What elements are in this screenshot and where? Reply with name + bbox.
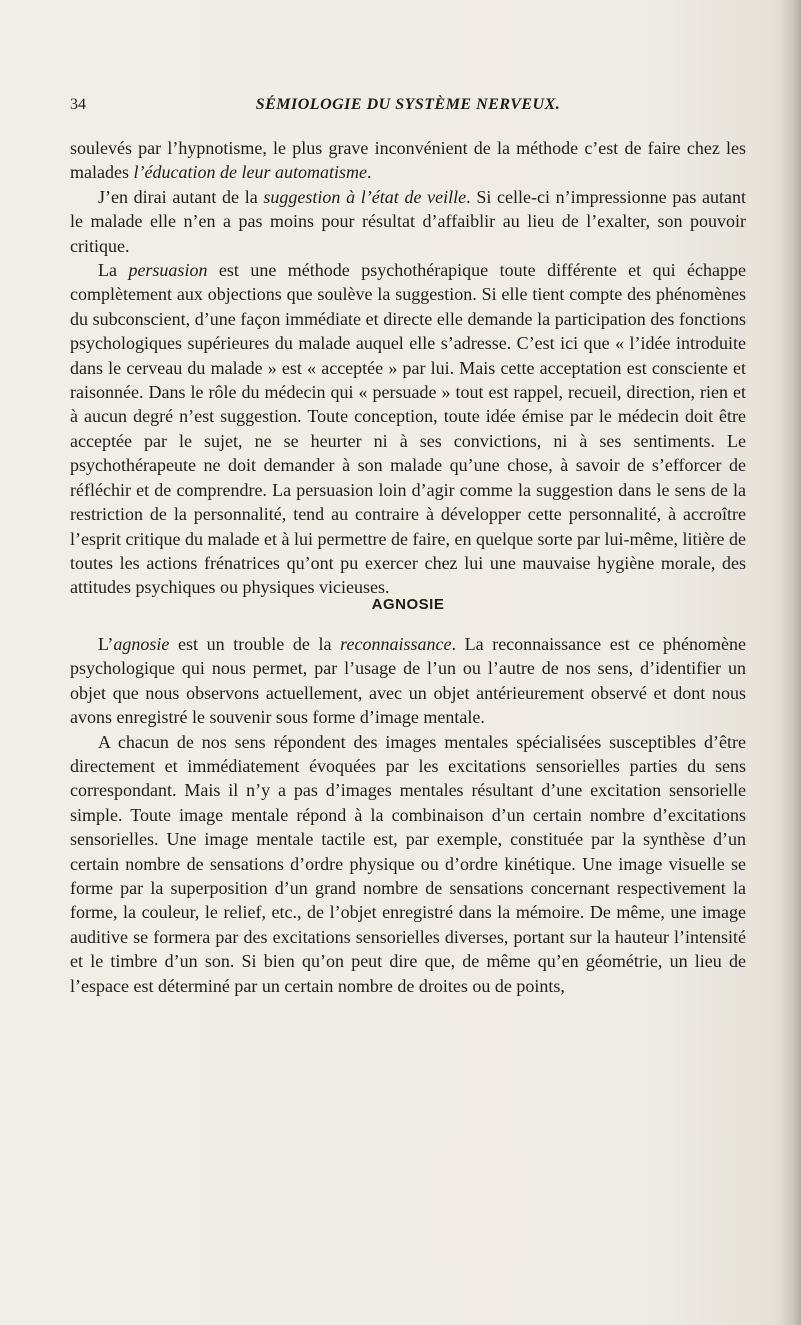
italic-term: suggestion à l’état de veille xyxy=(263,186,467,207)
text-run: La xyxy=(98,260,129,281)
paragraph: A chacun de nos sens répondent des images mentales spécialisées susceptibles d’être directement et immédiatement évoquées par les excitations sensorielles parties du sens correspondant. Mais il n’y a pas d’images mentales résultant d’une excitation sensorielle simple. Toute image mentale répond à la combinaison d’un certain nombre d’excitations sensorielles. Une image mentale tactile est, par exemple, constituée par la synthèse d’un certain nombre de sensations d’ordre physique ou d’ordre kinétique. Une image visuelle se forme par la superposition d’un grand nombre de sensations concernant respectivement la forme, la couleur, le relief, etc., de l’objet enregistré dans la mémoire. De même, une image auditive se formera par des excitations sensorielles diverses, portant sur la hauteur l’intensité et le timbre d’un son. Si bien qu’on peut dire que, de même qu’en géométrie, un lieu de l’espace est déterminé par un certain nombre de droites ou de points, xyxy=(70,731,746,996)
page-number: 34 xyxy=(70,96,86,113)
paragraph xyxy=(70,136,746,185)
section-text-agnosie xyxy=(70,632,746,998)
page-edge-shadow xyxy=(779,0,801,1325)
paragraph xyxy=(70,258,746,600)
italic-term: l’éducation de leur automatisme xyxy=(133,162,367,183)
text-run: L’ xyxy=(98,634,114,654)
text-run: . xyxy=(366,162,372,183)
section-text-suggestion xyxy=(70,136,746,600)
text-run: est un trouble de la xyxy=(169,634,341,654)
text-run: soulevés par l’hypnotisme, le plus grave inconvénient de la méthode c’est de faire chez les malades xyxy=(70,138,746,183)
text-run: . La reconnaissance est ce phénomène psychologique qui nous permet, par l’usage de l’un ou l’autre de nos sens, d’identifier un objet que nous observons actuellement, avec un objet antérieurement observé et dont nous avons enregistré le souvenir sous forme d’image mentale. xyxy=(70,634,746,728)
section-heading: AGNOSIE xyxy=(371,596,445,613)
running-title: SÉMIOLOGIE DU SYSTÈME NERVEUX. xyxy=(255,96,561,113)
text-run: . Si celle-ci n’impressionne pas autant le malade elle n’en a pas moins pour résultat d’affaiblir au lieu de l’exalter, son pouvoir critique. xyxy=(70,186,747,256)
italic-term: persuasion xyxy=(128,260,208,281)
paragraph xyxy=(70,185,746,258)
paragraph xyxy=(70,632,746,730)
italic-term: reconnaissance xyxy=(340,634,452,654)
text-run: est une méthode psychothérapique toute différente et qui échappe complètement aux objections que soulève la suggestion. Si elle tient compte des phénomènes du subconscient, d’une façon immédiate et directe elle demande la participation des fonctions psychologiques supérieures du malade auquel elle s’adresse. C’est ici que « l’idée introduite dans le cerveau du malade » est « acceptée » par lui. Mais cette acceptation est consciente et raisonnée. Dans le rôle du médecin qui « persuade » tout est rappel, recueil, direction, rien et à aucun degré n’est suggestion. Toute conception, toute idée émise par le médecin doit être acceptée par le sujet, ne se heurter ni à ses convictions, ni à ses sentiments. Le psychothérapeute ne doit demander à son malade qu’une chose, à savoir de s’efforcer de réfléchir et de comprendre. La persuasion loin d’agir comme la suggestion dans le sens de la restriction de la personnalité, tend au contraire à développer cette personnalité, à accroître l’esprit critique du malade et à lui permettre de faire, en quelque sorte par lui-même, litière de toutes les actions frénatrices qu’ont pu exercer chez lui une mauvaise hygiène morale, des attitudes psychiques ou physiques vicieuses. xyxy=(70,260,746,598)
text-run: J’en dirai autant de la xyxy=(98,186,264,207)
italic-term: agnosie xyxy=(113,634,170,654)
page-header xyxy=(70,96,746,120)
